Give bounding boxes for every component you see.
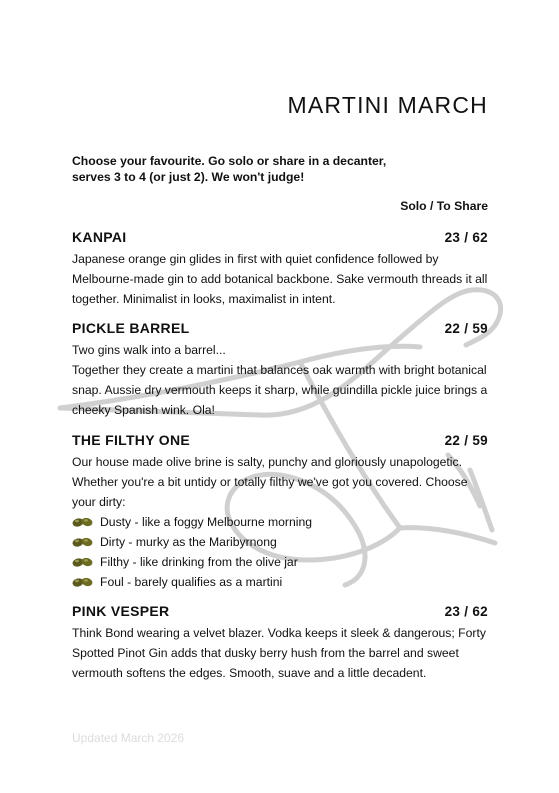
option-label: Filthy - like drinking from the olive jar: [100, 555, 298, 569]
page-title: MARTINI MARCH: [287, 92, 488, 118]
intro-text: Choose your favourite. Go solo or share in a decanter, serves 3 to 4 (or just 2). We won't judge!: [72, 154, 387, 184]
menu-item-price: 22 / 59: [444, 433, 488, 448]
option-label: Dirty - murky as the Maribyrnong: [100, 535, 277, 549]
menu-item-header: [72, 229, 488, 249]
olive-pair-icon: [72, 516, 94, 528]
menu-item-the-filthy-one: [72, 432, 488, 592]
menu-item-header: [72, 603, 488, 623]
olive-pair-icon: [72, 576, 94, 588]
olive-pair-icon: [72, 536, 94, 548]
menu-item-price: 23 / 62: [444, 604, 488, 619]
menu-item-price: 23 / 62: [444, 230, 488, 245]
menu-item-header: [72, 320, 488, 340]
menu-item-price: 22 / 59: [444, 321, 488, 336]
list-item: [72, 552, 488, 572]
menu-item-name: THE FILTHY ONE: [72, 432, 191, 448]
list-item: [72, 512, 488, 532]
menu-item-header: [72, 432, 488, 452]
olive-pair-icon: [72, 556, 94, 568]
dirty-options-list: [72, 512, 488, 592]
menu-item-pickle-barrel: [72, 320, 488, 420]
menu-item-pink-vesper: [72, 603, 488, 683]
menu-item-name: PINK VESPER: [72, 603, 170, 619]
menu-item-name: KANPAI: [72, 229, 127, 245]
menu-item-description: Think Bond wearing a velvet blazer. Vodka keeps it sleek & dangerous; Forty Spotted Pinot Gin adds that dusky berry hush from the barrel and sweet vermouth softens the edges. Smooth, suave and a little decadent.: [72, 626, 486, 680]
updated-date-footer: Updated March 2026: [72, 731, 185, 745]
option-label: Dusty - like a foggy Melbourne morning: [100, 515, 313, 529]
menu-item-name: PICKLE BARREL: [72, 320, 190, 336]
menu-item-description: Our house made olive brine is salty, punchy and gloriously unapologetic. Whether you're a bit untidy or totally filthy we've got you covered. Choose your dirty:: [72, 455, 468, 509]
menu-item-description: Japanese orange gin glides in first with quiet confidence followed by Melbourne-made gin to add botanical backbone. Sake vermouth threads it all together. Minimalist in looks, maximalist in intent.: [72, 252, 488, 306]
menu-item-description: Together they create a martini that balances oak warmth with bright botanical snap. Aussie dry vermouth keeps it sharp, while guindilla pickle juice brings a cheeky Spanish wink. Ola!: [72, 363, 488, 417]
price-column-header: Solo / To Share: [400, 199, 488, 213]
option-label: Foul - barely qualifies as a martini: [100, 575, 283, 589]
list-item: [72, 532, 488, 552]
menu-item-description-intro: Two gins walk into a barrel...: [72, 343, 226, 357]
menu-item-kanpai: [72, 229, 488, 309]
list-item: [72, 572, 488, 592]
